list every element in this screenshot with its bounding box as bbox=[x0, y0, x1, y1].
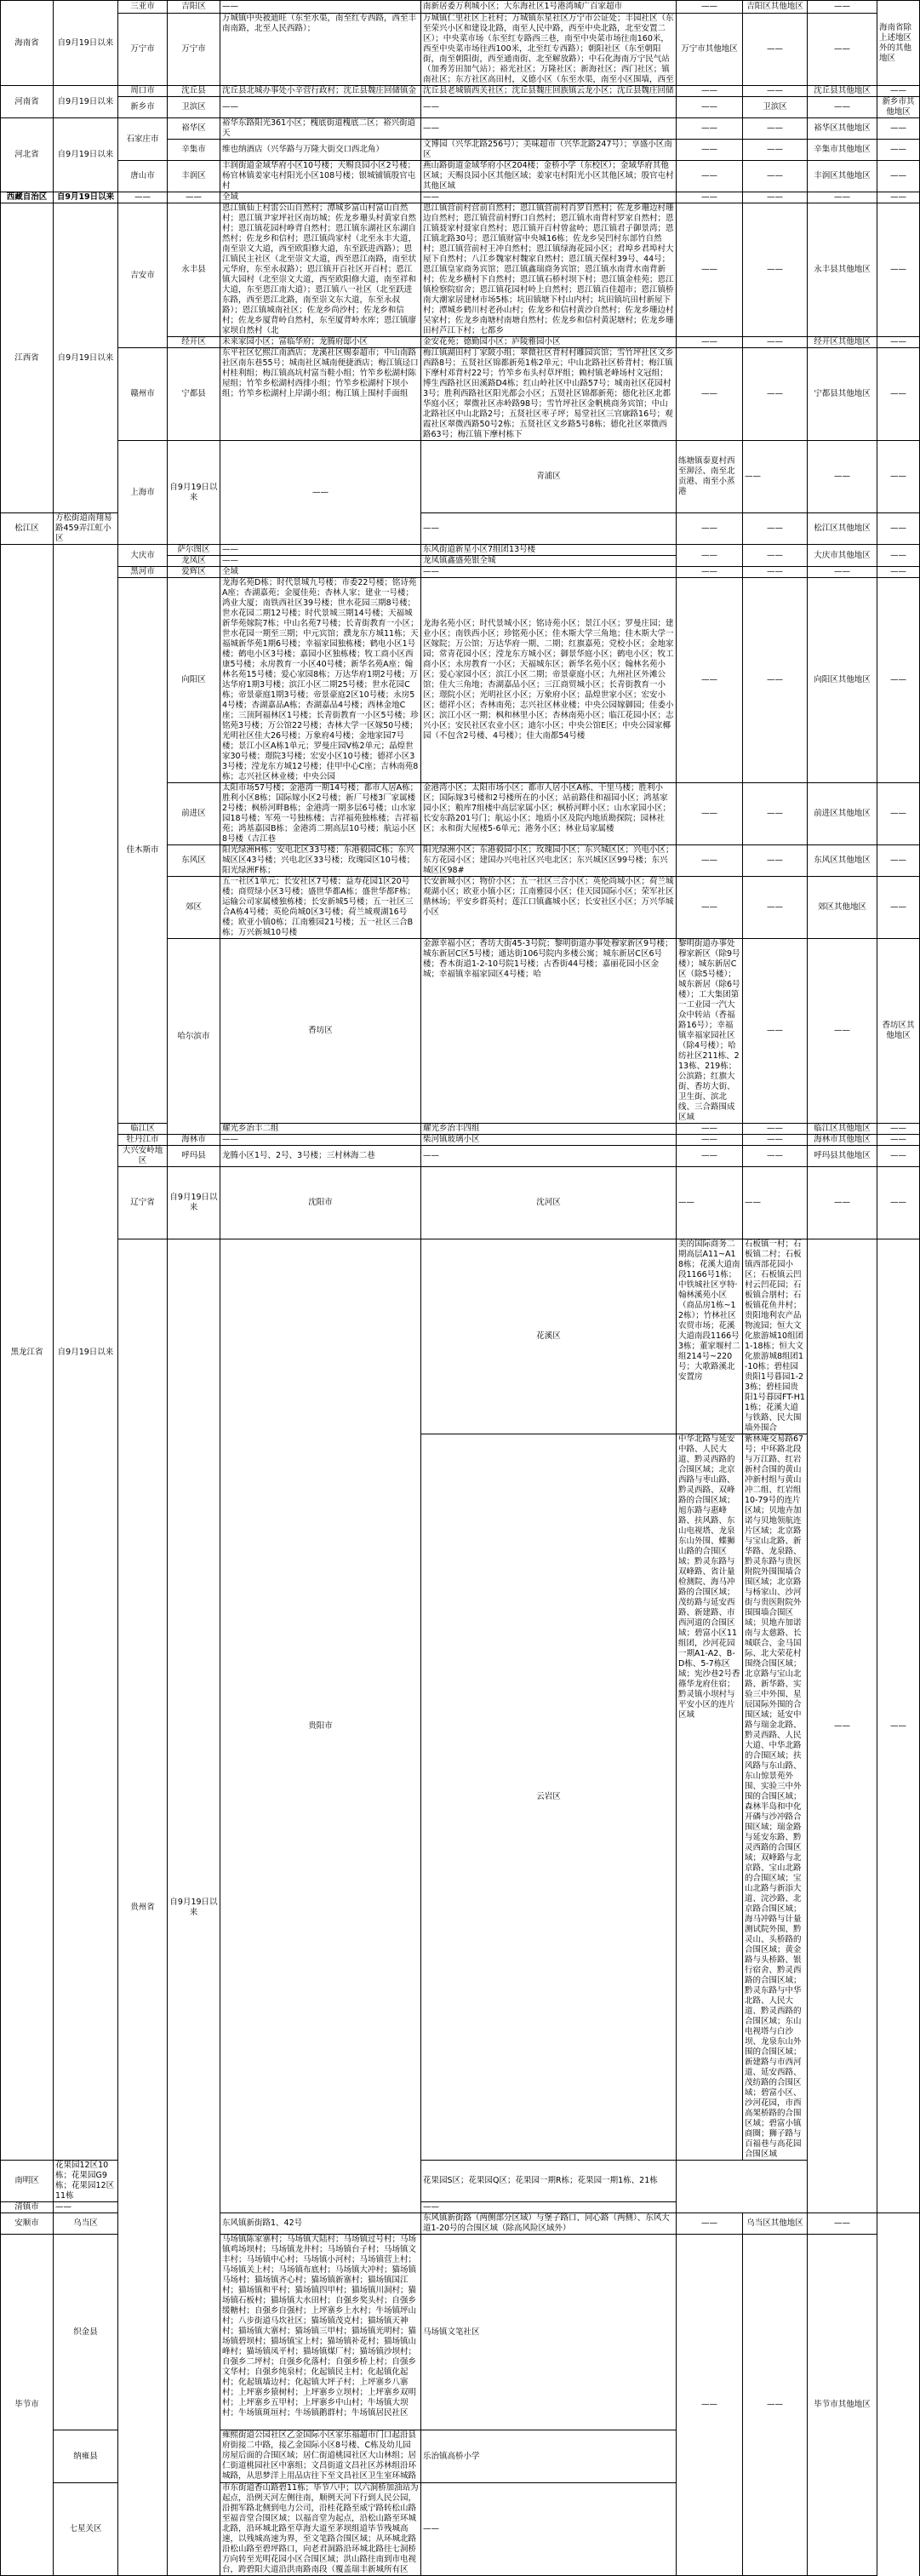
other-mid-cell: 向阳区其他地区 bbox=[808, 578, 877, 783]
district-cell: 乌当区 bbox=[54, 2213, 118, 2235]
high-risk-cell: 万城镇中央被迪旺（东至水渠，南至红专西路，西至丰南南路，北至人民西路）； bbox=[220, 14, 421, 86]
low-risk-cell: —— bbox=[677, 1124, 743, 1135]
mid-risk-cell: 龙海名苑小区；时代景城小区；铭诗苑小区；景江小区；罗曼庄园；建业小区；南铁西小区；珍铭苑小区；佳木斯大学三角地；佳木斯大学一区嫁院；万公馆；万达华府一期、二期；红旗嘉苑；党校小区；金地家园；常青花园小区；滢龙东方城小区；御景华庭小区；鹤电小区；牧工商小区；永房教育一小区；天福城东区；新华名苑小区；翰林名苑小区；爱心家园小区；滨江小区二期；帝景豪庭小区；九州社区外滩公馆；佳大三角地；杏湖嘉品小区；三江商贸城小区；长青街教育一小区；璟院小区；光明社区小区；万象府小区；晶煌世家小区；宏安小区；德祥小区；杏林南苑；志兴社区林业楼；中央公园嫁御园；佳委小区；滨江小区一期；枫和林里小区；杏林南苑小区；临江花园小区；志兴小区；安民社区农业小区；迪尔小区；中央公馆E区；中央公园家椰园（不包含2号楼、4号楼）；佳大南都54号楼 bbox=[421, 578, 677, 783]
other-low-cell: 新乡市其他地区 bbox=[877, 97, 920, 118]
table-row bbox=[1, 203, 920, 337]
high-risk-cell: 龙海名苑D栋；时代景城九号楼；市委22号楼；铭诗苑A座；杏湖嘉苑；金厦佳苑；杏林人家；建业一号楼；鸿业大厦；南铁西社区39号楼；世水花园三期8号楼；世水花园二期12号楼；时代景城三期14号楼；天福城新华苑嫁院7栋；中山名苑7号楼；长青街教育一小区；世水花园一期至三期；中元宾馆；濮龙东方城11栋；天福城新华苑1期6号楼；幸福家园独栋楼；鹤电小区1号楼；鹤电小区3号楼；嘉园小区独栋楼；牧工商小区西康5号楼；永房教育一小区40号楼；新华名苑A座；翰林名苑15号楼；爱心家园8栋；万达华府1期2号楼；万达华府1期3号楼；滨江小区二期25号楼；世水花园C栋；帝景豪庭1期3号楼；帝景豪庭2区10号楼；永房54号楼；杏湖嘉品A栋；杏湖嘉品4号楼；西林金地C座；三顶阿福林区1号楼；长青街教育一小区5号楼；珍铭苑3号楼；万公馆22号楼；杏林大学一区嫁50号楼；光明社区佳大26号楼；万象府4号楼；金地家园7号楼；景江小区A栋1单元；罗曼庄园V栋2单元；晶煌世家30号楼；璟院3号楼；宏安小区10号楼；德祥小区33号楼；滢龙东方城12号楼；佳甲中心C座；吉林南苑8栋；志兴社区林业楼；中央公园 bbox=[220, 578, 421, 783]
city-cell: 哈尔滨市 bbox=[168, 939, 220, 1135]
low-risk-cell: —— bbox=[677, 783, 743, 845]
other-low-cell: —— bbox=[877, 578, 920, 783]
low-risk-cell: —— bbox=[677, 140, 743, 161]
low-risk-cell: —— bbox=[677, 97, 743, 118]
high-risk-cell: —— bbox=[220, 556, 421, 567]
other-high-cell: 卫滨区 bbox=[743, 97, 808, 118]
city-cell: —— bbox=[118, 192, 168, 203]
other-low-cell: —— bbox=[877, 1135, 920, 1146]
other-mid-cell: 丰润区其他地区 bbox=[808, 161, 877, 192]
time-cell: 自9月19日以来 bbox=[54, 118, 118, 192]
time-cell: 自9月19日以来 bbox=[54, 1, 118, 86]
other-mid-cell: 呼玛县其他地区 bbox=[808, 1146, 877, 1167]
city-cell: 贵阳市 bbox=[220, 1239, 421, 2213]
other-high-cell: —— bbox=[743, 140, 808, 161]
low-risk-cell: —— bbox=[677, 578, 743, 783]
other-mid-cell: —— bbox=[808, 567, 877, 578]
district-cell: 爱辉区 bbox=[168, 567, 220, 578]
city-cell: 大兴安岭地区 bbox=[118, 1146, 168, 1167]
other-low-cell: —— bbox=[877, 203, 920, 337]
other-mid-cell: —— bbox=[808, 192, 877, 203]
province-cell: 河北省 bbox=[1, 118, 54, 192]
other-mid-cell: 东风区其他地区 bbox=[808, 845, 877, 877]
other-low-cell: —— bbox=[877, 1124, 920, 1135]
low-risk-cell: —— bbox=[808, 1167, 877, 1239]
mid-risk-cell: 长安新城小区；物价小区；五一社区三合小区；英伦尚城小区；荷兰城观湖小区；欧亚小镇小区；江南雅园小区；佳天园国际小区；荣军社区鼎林场；平安乡群英村；莲江口镇鑫城小区；长安社区小区；万兴华城小区 bbox=[421, 877, 677, 939]
table-row bbox=[1, 1, 920, 14]
district-cell: 纳雍县 bbox=[54, 2430, 118, 2483]
district-cell: 花溪区 bbox=[421, 1239, 677, 1434]
other-mid-cell: —— bbox=[808, 14, 877, 86]
mid-risk-cell: 恩江镇营前村营前自然村；恩江镇营前村肖罗自然村；佐龙乡珊边村珊边自然村；恩江镇营前村野口自然村；恩江镇水南背村罗家自然村；恩江镇聂家村聂家自然村；恩江镇开百村曾盆岭；恩江镇君子御景湾；恩江镇北路30号；恩江镇财富中央城16栋；佐龙乡吴凹村东部竹自然村；恩江镇营前村王冲自然村；恩江镇绿海花园小区；君埠乡君埠村大屋下自然村；八江乡魏家村魏家自然村；恩江镇天保村39号、44号；恩江镇皇家商务宾馆；恩江镇鑫瑞商务宾馆；恩江镇水南背水南背新村；佐龙乡横村下自然村；恩江镇石桥村坝下村；恩江镇金桂苑；恩江镇检察院宿舍；恩江镇花园村岭上自然村；恩江镇百佳超市；恩江镇桥南大潮家居建材市场5栋；坑田镇塘下村山内村；坑田镇坑田村新屋下村；潭城乡鹤川村老孙山村；佐龙乡和信村黄沙自然村；佐龙乡珊边村吴家村；佐龙乡南塘村南塘自然村；佐龙乡和信村黄泥塘村；佐龙乡珊田村芦江下村；七都乡 bbox=[421, 203, 677, 337]
district-cell: 南明区 bbox=[1, 2161, 54, 2202]
time-cell: 自9月19日以来 bbox=[54, 545, 118, 2161]
other-mid-cell: 大庆市其他地区 bbox=[808, 545, 877, 567]
time-cell: 自9月19日以来 bbox=[168, 1239, 220, 2576]
other-high-cell: —— bbox=[877, 441, 920, 513]
district-cell: 经开区 bbox=[168, 337, 220, 348]
other-mid-cell: 前进区其他地区 bbox=[808, 783, 877, 845]
other-low-cell: —— bbox=[877, 513, 920, 545]
district-cell: 织金县 bbox=[54, 2235, 118, 2430]
district-cell: 东风区 bbox=[168, 845, 220, 877]
province-cell: 江西省 bbox=[1, 203, 54, 513]
other-high-cell: —— bbox=[743, 1124, 808, 1135]
other-mid-cell: 松江区其他地区 bbox=[808, 513, 877, 545]
mid-risk-cell: 燕山路街道金域华府小区204楼；金桥小学（东校区）；金域华府其他区域；天赐良园小区其他区域；姜家屯村阳光小区其他区域；殷官屯村其他区域 bbox=[421, 161, 677, 192]
other-low-cell: 海南省除上述地区外的其他地区 bbox=[877, 1, 920, 86]
low-risk-cell: —— bbox=[677, 348, 743, 441]
other-high-cell: —— bbox=[743, 118, 808, 140]
district-cell: 郊区 bbox=[168, 877, 220, 939]
city-cell: 佳木斯市 bbox=[118, 578, 168, 1124]
low-risk-cell: 万宁市其他地区 bbox=[677, 14, 743, 86]
other-low-cell: —— bbox=[877, 348, 920, 441]
other-high-cell: —— bbox=[743, 513, 808, 545]
low-risk-cell: —— bbox=[677, 192, 743, 203]
high-risk-cell: —— bbox=[220, 97, 421, 118]
province-cell: 辽宁省 bbox=[118, 1167, 168, 1239]
low-risk-cell: —— bbox=[677, 2235, 743, 2576]
city-cell: 毕节市 bbox=[1, 2235, 54, 2576]
mid-risk-cell: 东风街道新星小区7组团13号楼 bbox=[421, 545, 677, 556]
city-cell: 三亚市 bbox=[118, 1, 168, 14]
district-cell: 七星关区 bbox=[54, 2483, 118, 2576]
table-row bbox=[1, 1167, 920, 1239]
high-risk-cell: 沈丘县北城办事处小辛营行政村；沈丘县魏庄回储镇金 bbox=[220, 86, 421, 97]
other-mid-cell: 经开区其他地区 bbox=[808, 337, 877, 348]
district-cell: 青浦区 bbox=[421, 441, 677, 513]
low-risk-cell: —— bbox=[808, 1239, 877, 2213]
high-risk-cell: 全域 bbox=[220, 192, 421, 203]
table-row bbox=[1, 161, 920, 192]
table-row bbox=[1, 545, 920, 556]
district-cell: 沈河区 bbox=[421, 1167, 677, 1239]
other-low-cell: —— bbox=[877, 877, 920, 939]
other-high-cell: —— bbox=[743, 337, 808, 348]
other-high-cell: —— bbox=[743, 578, 808, 783]
other-mid-cell: 海林市其他地区 bbox=[808, 1135, 877, 1146]
province-cell: 河南省 bbox=[1, 86, 54, 118]
high-risk-cell: 市东街道香山路碧11栋；毕节八中；以六洞桥加油站为起点，沿例天河左侧往南，顺例天河下行到人民公园，沿拥军路北侧到电力公司，沿桂花路至威宁路转松山路至福音堂合围区域；以福音堂为起点，沿松山路至环城北路，沿环城北路至草海大道至茅坝组道毕节残城高速，以残城高速为界，至文笔路合围区域；从环城北路沿松山路至碧坪路口，向老君洞路沿环城北路往七洞桥方向转至光明花园小区合围区域；洪山路往南到市电视台，跨碧阳大道沿洪南路南段（覆盖瑞丰新城所有区 bbox=[220, 2483, 421, 2576]
high-risk-cell: 花果园12区10栋；花果园G9栋；花果园12区11栋 bbox=[54, 2161, 118, 2202]
low-risk-cell: —— bbox=[677, 1, 743, 14]
mid-risk-cell: —— bbox=[421, 2483, 677, 2576]
other-high-cell: —— bbox=[743, 1135, 808, 1146]
district-cell: 万宁市 bbox=[168, 14, 220, 86]
high-risk-cell: 五一社区1单元；长安社区7号楼；益寿花园1区20号楼；商贸绿小区3号楼；盛世华都A栋；盛世华都F栋；运输公司家属楼独栋楼；长安新城5号楼；五一社区三合A栋4号楼；英伦尚城0区3号楼；荷兰城观湖16号楼；欧亚小镇0栋；江南雅园21号楼；五一社区三合B栋；万兴新城10号楼 bbox=[220, 877, 421, 939]
mid-risk-cell: 黎明街道办事处穆家新区（除9号楼）；城东新居C区（除5号楼）；城东新居（除6号楼）；工大集团第一工业园一汽大众中转站（香福路16号）；幸福镇幸福家园社区（除4号楼）；哈纺社区211栋、213栋、219栋；公滨路；红旗大街、香坊大街、卫生街、滨北线、三合路围成区域 bbox=[677, 939, 743, 1124]
low-risk-cell: —— bbox=[677, 118, 743, 140]
high-risk-cell: 耀光乡治丰二组 bbox=[220, 1124, 421, 1135]
city-cell: —— bbox=[220, 441, 421, 545]
city-cell: 牡丹江市 bbox=[118, 1135, 168, 1146]
other-low-cell: —— bbox=[877, 545, 920, 567]
high-risk-cell: 裕华东路阳光361小区；槐底街道槐底二区；裕兴街道天 bbox=[220, 118, 421, 140]
time-cell: 自9月19日以来 bbox=[54, 86, 118, 118]
low-risk-cell: —— bbox=[677, 545, 743, 567]
other-high-cell: —— bbox=[743, 783, 808, 845]
mid-risk-cell: 金港湾小区；太阳市场小区；都市人居小区A栋、干里马楼；胜利小区；国际嫁3号楼和2号楼所在的小区；站前路佳和福园小区；鸿基家园小区；粮库7组楼中高层家属小区；枫桥河畔小区；山水家园小区；长安东路201号门；航运小区；地质小区及院内地质勘探院；园林社区；永和街大屋楼5-6单元；港务小区；林业局家属楼 bbox=[421, 783, 677, 845]
district-cell: 呼玛县 bbox=[168, 1146, 220, 1167]
table-row bbox=[1, 86, 920, 97]
mid-risk-cell: 龙凤镇鑫盛苑银全城 bbox=[421, 556, 677, 567]
high-risk-cell: 丰润街道金域华府小区10号楼；天赐良园小区2号楼；杨官林镇姜家屯村阳光小区108号楼；银城铺镇殷官屯村 bbox=[220, 161, 421, 192]
table-row bbox=[1, 14, 920, 86]
other-low-cell: —— bbox=[877, 337, 920, 348]
other-high-cell: —— bbox=[743, 2235, 808, 2576]
mid-risk-cell: 柴河镇玻璃小区 bbox=[421, 1135, 677, 1146]
table-row bbox=[1, 118, 920, 140]
mid-risk-cell: —— bbox=[421, 97, 677, 118]
other-mid-cell: —— bbox=[808, 2213, 877, 2235]
other-mid-cell: 沈丘县其他地区 bbox=[808, 86, 877, 97]
table-row bbox=[1, 348, 920, 441]
low-risk-cell: —— bbox=[677, 513, 743, 545]
high-risk-cell: 雍熙街道公园社区乙金国际小区家乐福超市门口起沿县府街接二中路，接乙金国际小区8号楼、C栋及幼儿园房屋后面的合围区域；居仁街道桃园社区大山林组；居仁街道桃园社区中寨组；文昌街道文昌社区苏林组沿环城路，从思梦洋上用品店往下至文昌社区卫生室环城路 bbox=[220, 2430, 421, 2483]
city-cell: 黑河市 bbox=[118, 567, 168, 578]
mid-risk-cell: 石板镇一村；石板镇二村；石板镇西部花园小区；石板镇云凹村云凹花园；石板镇合朋村；石板镇花鱼井村；贵阳地利农产品物流园；恒大文化旅游城10组团1-18栋；恒大文化旅游城8组团1-10栋；碧桂园贵阳1号暮园1-23栋；碧桂园贵阳1号暮园FT-H11栋；花溪大道与铁路、民大围墙外围合 bbox=[743, 1239, 808, 1434]
province-cell: 海南省 bbox=[1, 1, 54, 86]
city-cell: 赣州市 bbox=[118, 348, 168, 441]
city-cell: 周口市 bbox=[118, 86, 168, 97]
district-cell: 云岩区 bbox=[421, 1434, 677, 2161]
mid-risk-cell: —— bbox=[421, 192, 677, 203]
low-risk-cell: —— bbox=[677, 845, 743, 877]
province-cell: 上海市 bbox=[118, 441, 168, 545]
mid-risk-cell: —— bbox=[743, 1167, 808, 1239]
low-risk-cell: —— bbox=[677, 1146, 743, 1167]
province-cell: 贵州省 bbox=[118, 1239, 168, 2576]
other-mid-cell: 裕华区其他地区 bbox=[808, 118, 877, 140]
other-mid-cell: 辛集市其他地区 bbox=[808, 140, 877, 161]
other-mid-cell: 永丰县其他地区 bbox=[808, 203, 877, 337]
district-cell: 向阳区 bbox=[168, 578, 220, 783]
mid-risk-cell: 马场镇文笔社区 bbox=[421, 2235, 677, 2430]
high-risk-cell: 东平社区忆熙江南酒店；龙溪社区赐泰超市；中山南路社区南东巷55号；城南社区城南便捷酒店；梅江镇迳口村桂利组；梅江镇高坑村富当鞋小组；竹笮乡松湖村陈屋组；竹笮乡松湖村西排小组；竹笮乡松湖村下坝小组；竹笮乡松湖村上岸湖小组；梅江镇上围村手面组 bbox=[220, 348, 421, 441]
district-cell: 香坊区 bbox=[220, 939, 421, 1124]
district-cell: 辛集市 bbox=[168, 140, 220, 161]
high-risk-cell: 太阳市场57号楼；金港湾一期14号楼；都市人居A栋；胜利小区8栋；国际嫁小区2号楼；新厂号楼3厂家属楼2号楼；枫桥河畔B栋；金港湾一期多层6号楼；山水家园18号楼；军苑一号独栋楼；吉祥福苑独栋楼；吉祥福苑；鸿基嘉园B栋；金港湾二期高层10号楼；航运小区8号楼（吉江巷 bbox=[220, 783, 421, 845]
other-low-cell: —— bbox=[877, 192, 920, 203]
mid-risk-cell: 梅江镇湖田村丁家陂小组；翠微社区背村村雕园宾馆；雪竹坪社区文乡西路8号；五贤社区锦都新苑1栋2单元；中山北路社区桥背村；梅江镇下摩村邓背村22号；竹笮乡布头村草坪组；赖村镇老峰场村文冠组；博生西路社区田溪路D4栋；红山岭社区中山路57号；城南社区花园村3号；胜利西路社区阳光都会小区；五贤社区锦都新苑；德化社区北都华庭小区；翠微社区赤岭路98号；雪竹坪社区金帆桃商务宾馆；中山北路社区中山北路2号；五贤社区枣子坪；易堂社区三官廓路16号；观霞社区翠微西路50号2栋；五贤社区文乡路5号8栋；德化社区翠微西路63号；梅江镇下摩村栋下 bbox=[421, 348, 677, 441]
other-high-cell: —— bbox=[877, 1167, 920, 1239]
mid-risk-cell: —— bbox=[421, 513, 677, 545]
city-cell: 新乡市 bbox=[118, 97, 168, 118]
other-mid-cell: 郊区其他地区 bbox=[808, 877, 877, 939]
table-row bbox=[1, 1146, 920, 1167]
other-low-cell: —— bbox=[877, 845, 920, 877]
table-row bbox=[1, 97, 920, 118]
other-low-cell: —— bbox=[877, 161, 920, 192]
mid-risk-cell: 文博园（兴华北路256号）；美味超市（兴华北路247号）；享盛小区南区 bbox=[421, 140, 677, 161]
other-mid-cell: 宁都县其他地区 bbox=[808, 348, 877, 441]
district-cell: 丰润区 bbox=[168, 161, 220, 192]
low-risk-cell: —— bbox=[677, 567, 743, 578]
low-risk-cell: —— bbox=[677, 2213, 743, 2235]
district-cell: 沈丘县 bbox=[168, 86, 220, 97]
district-cell: 临江区 bbox=[118, 1124, 168, 1135]
other-high-cell: —— bbox=[743, 1146, 808, 1167]
high-risk-cell: 中华北路与延安中路、人民大道、黔灵西路的合围区域；北京西路与枣山路、黔灵西路、双峰路的合围区域；旭东路与惠峰路、扶风路、东山电视塔、龙泉东山外围、蝶狮山路的合围区域；黔灵东路与双峰路、省计量检测院、海马冲路的合围区域；茂纺路与延安西路、新建路、市西河道的合围区域；碧富小区11组团，沙河花园一期A1-A2、B-D栋、5-7栋区域；宪沙巷2号香篠华龙府住宿；黔灵镇小坝村与平安小区的连片区域 bbox=[677, 1434, 743, 2161]
other-high-cell: —— bbox=[808, 939, 877, 1124]
other-high-cell: —— bbox=[877, 1239, 920, 2213]
mid-risk-cell: —— bbox=[743, 441, 808, 513]
mid-risk-cell: —— bbox=[421, 2202, 677, 2213]
high-risk-cell: 未来家园小区；富临华府；龙腾府邸小区 bbox=[220, 337, 421, 348]
other-low-cell: —— bbox=[877, 783, 920, 845]
district-cell: 卫滨区 bbox=[168, 97, 220, 118]
table-row bbox=[1, 567, 920, 578]
high-risk-cell: 阳光绿洲H栋；安电北区33号楼；东港毅园C栋；东兴城区区43号楼；兴电北区33号楼；玫瑰园区10号楼；阳光绿洲F栋； bbox=[220, 845, 421, 877]
high-risk-cell: 东风镇新街路1、42号 bbox=[220, 2213, 421, 2235]
other-high-cell: —— bbox=[743, 14, 808, 86]
low-risk-cell: —— bbox=[677, 877, 743, 939]
city-cell: 沈阳市 bbox=[220, 1167, 421, 1239]
table-row bbox=[1, 192, 920, 203]
mid-risk-cell: 耀光乡治丰四组 bbox=[421, 1124, 677, 1135]
high-risk-cell: 金源幸福小区；香坊大街45-3号院；黎明街道办事处穆家新区9号楼；城东新居C区5号楼；通达街106号院内多楼公寓；城东新居C区6号楼；香木街道1-2-10号院1号楼；古香街44号楼；嘉丽花园小区金城；幸福镇幸福家园区4号楼；哈 bbox=[421, 939, 677, 1124]
city-cell: 大庆市 bbox=[118, 545, 168, 567]
high-risk-cell: 恩江镇仙上村雷公山自然村；潭城乡富山村富山自然村；恩江镇尹家坪社区南坊城；佐龙乡珊头村黄家自然村；恩江镇花园村峥背自然村；恩江镇东湖社区东湖自然村；佐龙乡和信村；恩江镇尚家村（北至永丰大道，南至崇文大道，西至欧阳修大道，东至跃进西路）；恩江镇民主社区（北至崇文大道，西至恩江南路，南至状元华府，东至永叔路）；恩江镇开百社区开百村；恩江镇大园村（北至崇文大道，西至欧阳修大道，南至祥和大道，东至恩江南大道）；恩江镇八一社区（北至跃进东路，西至恩江北路，南至崇文东大道，东至永叔路）；恩江镇城南社区；佐龙乡尚沙村；佐龙乡和信村；佐龙乡厦背岭自然村，东至厦背岭水库；恩江镇廖家坝自然村（北 bbox=[220, 203, 421, 337]
district-cell: —— bbox=[168, 192, 220, 203]
high-risk-cell: 方松街道南翔易路459弄江虹小区 bbox=[54, 513, 118, 545]
high-risk-cell: 马场镇陈家寨村；马场镇大陆村；马场镇过号村；马场镇鸡场坝村；马场镇龙井村；马场镇台子村；马场镇文丰村；马场镇中心村；马场镇小河村；马场镇营上村；马场镇关上村；马场镇布底村；马场镇大冲村；猫场镇马场村；猫场镇齐心村；猫场镇新寨村；猫场镇国江村；猫场镇和平村；猫场镇四甲村；猫场镇川洞村；猫场镇石板村；猫场镇大水田村；自强乡奖头村；自强乡缓糖村；自强乡自强村；上坪寨乡上水村；牛场镇坪山村；八步街道马坎社区；猫场镇茂克村；猫场镇天神村；猫场镇大寨村；猫场镇三甲村；猫场镇光明村；猫场镇碧坝村；猫场镇宝上村；猫场镇补花村；猫场镇山峰村；猫场镇凤平村；猫场镇煤厂村；猫场镇沙坝村；自强乡二坪村；自强乡化落村；自强乡桥上村；自强乡文华村；自强乡纯泉村；化起镇民主村；化起镇化起村；化起镇墙边村；化起镇大坪子村；上坪寨乡八寨村；上坪寨乡猿树村；上坪寨乡立坝村；上坪寨乡双明村；上坪寨乡五甲村；上坪寨乡中山村；牛场镇大坝村；牛场镇斑垣村；牛场镇鹅群村；牛场镇居民社区 bbox=[220, 2235, 421, 2430]
other-high-cell: 吉阳区其他地区 bbox=[743, 1, 808, 14]
table-row bbox=[1, 1124, 920, 1135]
mid-risk-cell: —— bbox=[421, 1146, 677, 1167]
low-risk-cell: —— bbox=[743, 939, 808, 1124]
other-mid-cell: —— bbox=[808, 1, 877, 14]
other-high-cell: 乌当区其他地区 bbox=[743, 2213, 808, 2235]
high-risk-cell: 龙腾小区1号、2号、3号楼；三村林海二巷 bbox=[220, 1146, 421, 1167]
time-cell: 自9月19日以来 bbox=[54, 203, 118, 513]
other-high-cell: —— bbox=[743, 192, 808, 203]
table-row bbox=[1, 1135, 920, 1146]
other-mid-cell: 毕节市其他地区 bbox=[808, 2235, 877, 2576]
high-risk-cell: 练塘镇泰夏村西至泖泾、南至北贡港、南至小蒸港 bbox=[677, 441, 743, 513]
other-high-cell: —— bbox=[743, 348, 808, 441]
other-high-cell: —— bbox=[743, 845, 808, 877]
other-high-cell: —— bbox=[743, 86, 808, 97]
district-cell: 吉阳区 bbox=[168, 1, 220, 14]
other-low-cell: —— bbox=[877, 140, 920, 161]
city-cell: 唐山市 bbox=[118, 161, 168, 192]
district-cell: 前进区 bbox=[168, 783, 220, 845]
district-cell: 海林市 bbox=[168, 1135, 220, 1146]
other-low-cell: —— bbox=[877, 567, 920, 578]
district-cell: 龙凤区 bbox=[168, 556, 220, 567]
other-low-cell: —— bbox=[877, 1146, 920, 1167]
high-risk-cell: —— bbox=[54, 2202, 118, 2213]
other-high-cell: —— bbox=[743, 545, 808, 567]
high-risk-cell: 维也纳酒店（兴华路与万隆大街交口西北角） bbox=[220, 140, 421, 161]
low-risk-cell: —— bbox=[677, 203, 743, 337]
other-low-cell: —— bbox=[877, 86, 920, 97]
mid-risk-cell: 紫林庵交易路67号；中环路北段与万江路、红岩新村合围的黄山冲新村组与黄山冲二组、红岩组10-79号的连片区域；贝地卉加诺与贝地领航连片区域；北京路与宝山北路、新华路、龙泉路、黔灵东路与贵医附院外围围墙合围区域；北京路与杨家山、沙河街与贵医附院外围围墙合围区域；贝地卉加诺南与太慈路、长城联合、金马国际、北大荣花村围绕合围区域；北京路与宝山北路、新华路、实验三中外围、星辰国际外围的合围区域；延安中路与瑞金北路、黔灵西路、人民大道、中华北路的合围区域；扶风路与东山路、东山惊景苑外围、实验三中外围的合围区域；森林半岛和中化开磷与沙冲路合围区域；瑞金路与延安东路、黔灵西路的合围区域；双峰路与北京路、宝山北路的合围区域；宝山北路与新添大道、浣沙路、北京路合围区域；海马冲路与计量测试院外围、黔灵山、头桥路的合围区域；黄金路与头桥路、银行宿舍、黔灵西路的合围区域；黔灵东路与中华北路、人民大道、黔灵西路的合围区域；东山电视塔与白沙坝、龙泉东山外围的合围区域；新建路与市西河道、延安西路、茂纺路的合围区域；碧富小区、沙河花园，市西高架桥路的合围区域；碧富小镇商圈；狮子路与百福巷与高花园合围区域 bbox=[743, 1434, 808, 2161]
table-row bbox=[1, 578, 920, 783]
time-cell: 自9月19日以来 bbox=[168, 441, 220, 545]
other-high-cell: —— bbox=[743, 203, 808, 337]
mid-risk-cell: 阳光绿洲小区；东港毅园小区；玫瑰园小区；东兴城区区；兴电小区；东方花园小区；建国办兴电社区兴电北区；东兴城区区99号楼；东兴城区区98# bbox=[421, 845, 677, 877]
district-cell: 宁都县 bbox=[168, 348, 220, 441]
time-cell: 自9月19日以来 bbox=[54, 192, 118, 203]
low-risk-cell: —— bbox=[677, 1135, 743, 1146]
table-row bbox=[1, 441, 920, 513]
other-mid-cell: —— bbox=[808, 97, 877, 118]
city-cell: 吉安市 bbox=[118, 203, 168, 348]
low-risk-cell: —— bbox=[677, 337, 743, 348]
high-risk-cell: —— bbox=[220, 545, 421, 556]
mid-risk-cell: —— bbox=[421, 118, 677, 140]
mid-risk-cell: 东风镇新街路（两侧部分区域）与堡子路口、同心路（两侧）、东风大道1-20号的合围区域（除高风险区域外） bbox=[421, 2213, 677, 2235]
province-cell: 西藏自治区 bbox=[1, 192, 54, 203]
mid-risk-cell: 万城镇仁里社区上社村；万城镇东星社区万宁市公证处；丰园社区（东至荣兴小区和建设北路，南至人民中路，西至中央北路，北至安置二区）；中央菜市场（东至红专路西三巷，南至中央菜市场往南160米，西至中央菜市场往西100米，北至红专西路）；朝阳社区（东至朝阳街，南至朝阳街，西至通南街、北至解放路）；中石化海南万宁民气站（加秀芳田加气站）；裕光社区；万隆社区；新海社区；西门社区；镇南社区；东方社区高田村，义德小区（东至水渠，南至小区围墙，西至 bbox=[421, 14, 677, 86]
district-cell: 裕华区 bbox=[168, 118, 220, 140]
high-risk-cell: 美的国际商务二期高层A11~A18栋；花溪大道南段1166号1栋；中铁城社区亨特·翰林溪苑小区（商品房1栋~12栋）；竹林社区农贸市场；花溪大道南段1166号3栋；董家堰村二组214号~220号；大歌路溪北安置房 bbox=[677, 1239, 743, 1434]
high-risk-cell: —— bbox=[220, 1, 421, 14]
low-risk-cell: —— bbox=[677, 86, 743, 97]
mid-risk-cell: —— bbox=[421, 567, 677, 578]
high-risk-cell: —— bbox=[677, 1167, 743, 1239]
mid-risk-cell: 沈丘县老城镇西关社区；沈丘县魏庄回族镇云龙小区；沈丘县魏庄回储 bbox=[421, 86, 677, 97]
other-high-cell: —— bbox=[743, 161, 808, 192]
other-low-cell: —— bbox=[877, 118, 920, 140]
city-cell: 万宁市 bbox=[118, 14, 168, 86]
other-high-cell: —— bbox=[743, 567, 808, 578]
mid-risk-cell: 金安花苑；德勤园小区；庐陵雅园小区 bbox=[421, 337, 677, 348]
other-mid-cell: 香坊区其他地区 bbox=[877, 939, 920, 1124]
mid-risk-cell: 乐治镇高桥小学 bbox=[421, 2430, 677, 2483]
city-cell: 石家庄市 bbox=[118, 118, 168, 161]
district-cell: 松江区 bbox=[1, 513, 54, 545]
district-cell: 永丰县 bbox=[168, 203, 220, 337]
low-risk-cell: —— bbox=[677, 161, 743, 192]
mid-risk-cell: 花果园S区；花果园Q区；花果园一期R栋；花果园一期1栋、21栋 bbox=[421, 2161, 677, 2202]
low-risk-cell: —— bbox=[808, 441, 877, 513]
mid-risk-cell: 南新居委万利城小区；大东海社区1号港湾城广百家超市 bbox=[421, 1, 677, 14]
high-risk-cell: 全域 bbox=[220, 567, 421, 578]
high-risk-cell: —— bbox=[220, 1135, 421, 1146]
city-cell: 安顺市 bbox=[1, 2213, 54, 2235]
province-cell: 黑龙江省 bbox=[1, 545, 54, 2161]
district-cell: 萨尔图区 bbox=[168, 545, 220, 556]
other-mid-cell: 临江区其他地区 bbox=[808, 1124, 877, 1135]
time-cell: 自9月19日以来 bbox=[168, 1167, 220, 1239]
other-high-cell: —— bbox=[743, 877, 808, 939]
table-row bbox=[1, 1239, 920, 1434]
district-cell: 清镇市 bbox=[1, 2202, 54, 2213]
